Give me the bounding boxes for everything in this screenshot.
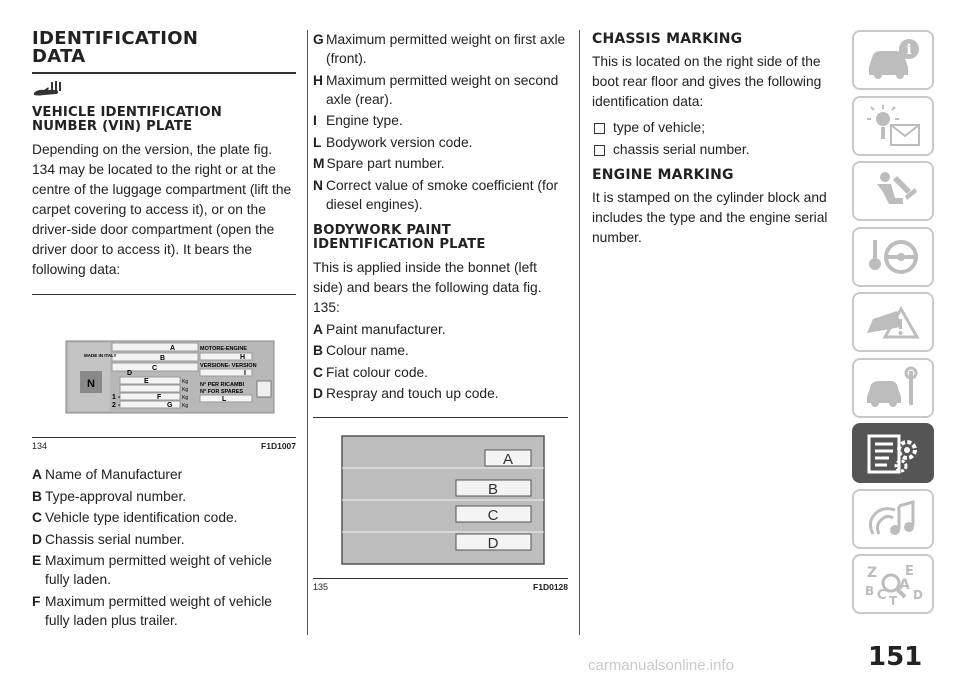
list-item <box>32 487 296 506</box>
list-item <box>313 176 568 214</box>
vin-data-list-continued <box>313 30 568 214</box>
item-text: Maximum permitted weight on first axle (front). <box>326 32 566 66</box>
svg-text:D: D <box>913 588 923 602</box>
svg-text:1 -: 1 - <box>112 394 121 401</box>
item-text: Chassis serial number. <box>45 531 185 547</box>
paint-plate-heading: BODYWORK PAINT IDENTIFICATION PLATE <box>313 222 486 252</box>
paint-label-d: D <box>487 535 499 552</box>
svg-text:L: L <box>222 396 227 403</box>
svg-text:N° FOR SPARES: N° FOR SPARES <box>200 389 244 395</box>
svg-text:N: N <box>87 378 95 390</box>
item-text: Spare part number. <box>326 156 445 171</box>
item-text: Respray and touch up code. <box>326 386 499 401</box>
vin-data-list <box>32 465 296 630</box>
list-item <box>32 508 296 527</box>
svg-text:F: F <box>157 394 162 401</box>
figure-135 <box>313 418 568 578</box>
tab-safety[interactable] <box>852 161 934 221</box>
list-item <box>313 111 568 130</box>
svg-text:G: G <box>167 402 173 409</box>
maintenance-icon <box>861 365 925 411</box>
item-key: M <box>313 156 325 171</box>
bullet-item <box>592 140 832 160</box>
figure-caption <box>313 579 568 592</box>
paint-label-a: A <box>502 451 514 468</box>
item-key: H <box>313 72 323 88</box>
list-item <box>313 71 568 109</box>
item-text: Correct value of smoke coefficient (for diesel engines). <box>326 177 559 212</box>
warning-lights-icon <box>861 103 925 149</box>
svg-text:T: T <box>889 594 898 607</box>
item-text: Maximum permitted weight of vehicle fully laden plus trailer. <box>45 593 272 628</box>
item-key: F <box>32 593 41 609</box>
column-divider <box>307 30 308 635</box>
item-key: N <box>313 177 323 193</box>
svg-text:A: A <box>170 345 176 352</box>
list-item <box>32 530 296 549</box>
bullet-text: chassis serial number. <box>613 142 750 157</box>
svg-text:B: B <box>865 584 875 598</box>
svg-text:E: E <box>144 378 149 385</box>
title-rule <box>32 72 296 74</box>
item-key: D <box>32 531 42 547</box>
chassis-data-list <box>592 118 832 160</box>
svg-text:E: E <box>905 564 914 579</box>
paint-label-b: B <box>487 481 499 498</box>
item-text: Bodywork version code. <box>326 134 473 150</box>
figure-caption <box>32 438 296 451</box>
technical-data-icon <box>861 430 925 476</box>
item-text: Engine type. <box>326 113 403 128</box>
figure-number: 135 <box>313 582 329 592</box>
tab-car-info[interactable] <box>852 30 934 90</box>
svg-text:i: i <box>906 42 912 58</box>
svg-text:A: A <box>899 577 910 593</box>
column-divider <box>579 30 580 635</box>
item-key: L <box>313 134 322 150</box>
engine-marking-heading: ENGINE MARKING <box>592 167 734 183</box>
tab-emergency[interactable] <box>852 292 934 352</box>
bullet-text: type of vehicle; <box>613 120 706 135</box>
item-key: I <box>313 113 317 128</box>
svg-text:2 -: 2 - <box>112 402 121 409</box>
item-key: C <box>313 364 323 380</box>
item-text: Name of Manufacturer <box>45 467 183 482</box>
svg-text:MADE IN ITALY: MADE IN ITALY <box>84 353 117 358</box>
tab-technical-data[interactable] <box>852 423 934 483</box>
multimedia-icon <box>861 496 925 542</box>
item-key: E <box>32 553 42 568</box>
svg-text:Kg: Kg <box>182 379 189 385</box>
figure-number: 134 <box>32 441 48 451</box>
column-1 <box>32 30 296 632</box>
tab-starting-driving[interactable] <box>852 227 934 287</box>
column-3 <box>592 30 832 254</box>
checkbox-square-icon <box>594 145 605 156</box>
paint-data-list <box>313 320 568 404</box>
safety-icon <box>861 168 925 214</box>
item-text: Maximum permitted weight on second axle (rear). <box>326 72 559 107</box>
tab-maintenance[interactable] <box>852 358 934 418</box>
chassis-marking-paragraph: This is located on the right side of the boot rear floor and gives the following identification data: <box>592 54 822 109</box>
vin-plate-heading: VEHICLE IDENTIFICATION NUMBER (VIN) PLATE <box>32 105 222 134</box>
item-text: Colour name. <box>326 343 409 358</box>
tab-warning-lights[interactable] <box>852 96 934 156</box>
figure-code: F1D0128 <box>533 582 568 592</box>
paint-plate-paragraph: This is applied inside the bonnet (left side) and bears the following data fig. 135: <box>313 259 542 315</box>
svg-text:B: B <box>160 355 166 362</box>
column-2 <box>313 30 568 592</box>
list-item <box>313 341 568 360</box>
figure-134 <box>32 295 296 437</box>
list-item <box>32 592 296 630</box>
svg-text:N° PER RICAMBI: N° PER RICAMBI <box>200 382 245 388</box>
item-key: D <box>313 386 323 401</box>
list-item <box>313 133 568 152</box>
paint-label-c: C <box>487 507 499 524</box>
list-item <box>313 320 568 339</box>
svg-text:Kg: Kg <box>182 403 189 409</box>
list-item <box>313 154 568 173</box>
car-info-icon <box>861 37 925 83</box>
svg-text:Kg: Kg <box>182 387 189 393</box>
svg-text:D: D <box>127 370 133 377</box>
index-icon <box>861 561 925 607</box>
starting-driving-icon <box>861 234 925 280</box>
watermark: carmanualsonline.info <box>588 657 734 674</box>
item-key: B <box>32 488 42 504</box>
engine-marking-paragraph: It is stamped on the cylinder block and includes the type and the engine serial number. <box>592 190 828 245</box>
list-item <box>32 465 296 484</box>
tab-index[interactable] <box>852 554 934 614</box>
svg-text:Kg: Kg <box>182 395 189 401</box>
item-key: B <box>313 343 323 358</box>
hand-tool-icon <box>32 80 296 102</box>
svg-text:VERSIONE- VERSION: VERSIONE- VERSION <box>200 363 257 369</box>
list-item <box>32 551 296 589</box>
item-key: A <box>32 467 42 482</box>
section-title: IDENTIFICATION DATA <box>32 28 199 67</box>
item-key: C <box>32 510 42 525</box>
paint-plate-illustration <box>313 418 568 578</box>
figure-code: F1D1007 <box>261 441 296 451</box>
item-text: Fiat colour code. <box>326 364 428 380</box>
svg-text:H: H <box>240 354 246 361</box>
svg-text:MOTORE-ENGINE: MOTORE-ENGINE <box>200 346 247 352</box>
bullet-item <box>592 118 832 138</box>
item-text: Maximum permitted weight of vehicle fully laden. <box>45 553 272 587</box>
item-text: Vehicle type identification code. <box>45 510 238 525</box>
tab-multimedia[interactable] <box>852 489 934 549</box>
svg-text:C: C <box>877 588 887 603</box>
svg-text:I: I <box>244 370 246 377</box>
item-key: G <box>313 32 324 47</box>
emergency-icon <box>861 299 925 345</box>
vin-plate-paragraph: Depending on the version, the plate fig. 134 may be located to the right or at the centre of the luggage compartment (lift the carpet covering to access it), or on the driver-side door compartment (open the driver door to access it). It bears the following data: <box>32 142 292 277</box>
chassis-marking-heading: CHASSIS MARKING <box>592 31 743 47</box>
svg-text:Z: Z <box>867 565 878 581</box>
list-item <box>313 384 568 403</box>
item-text: Type-approval number. <box>45 488 187 504</box>
item-text: Paint manufacturer. <box>326 321 446 337</box>
svg-text:C: C <box>152 365 158 372</box>
checkbox-square-icon <box>594 123 605 134</box>
list-item <box>313 30 568 68</box>
vin-plate-illustration <box>32 295 296 437</box>
item-key: A <box>313 321 323 337</box>
page-number: 151 <box>868 642 923 672</box>
chapter-sidebar <box>852 30 940 620</box>
list-item <box>313 363 568 382</box>
